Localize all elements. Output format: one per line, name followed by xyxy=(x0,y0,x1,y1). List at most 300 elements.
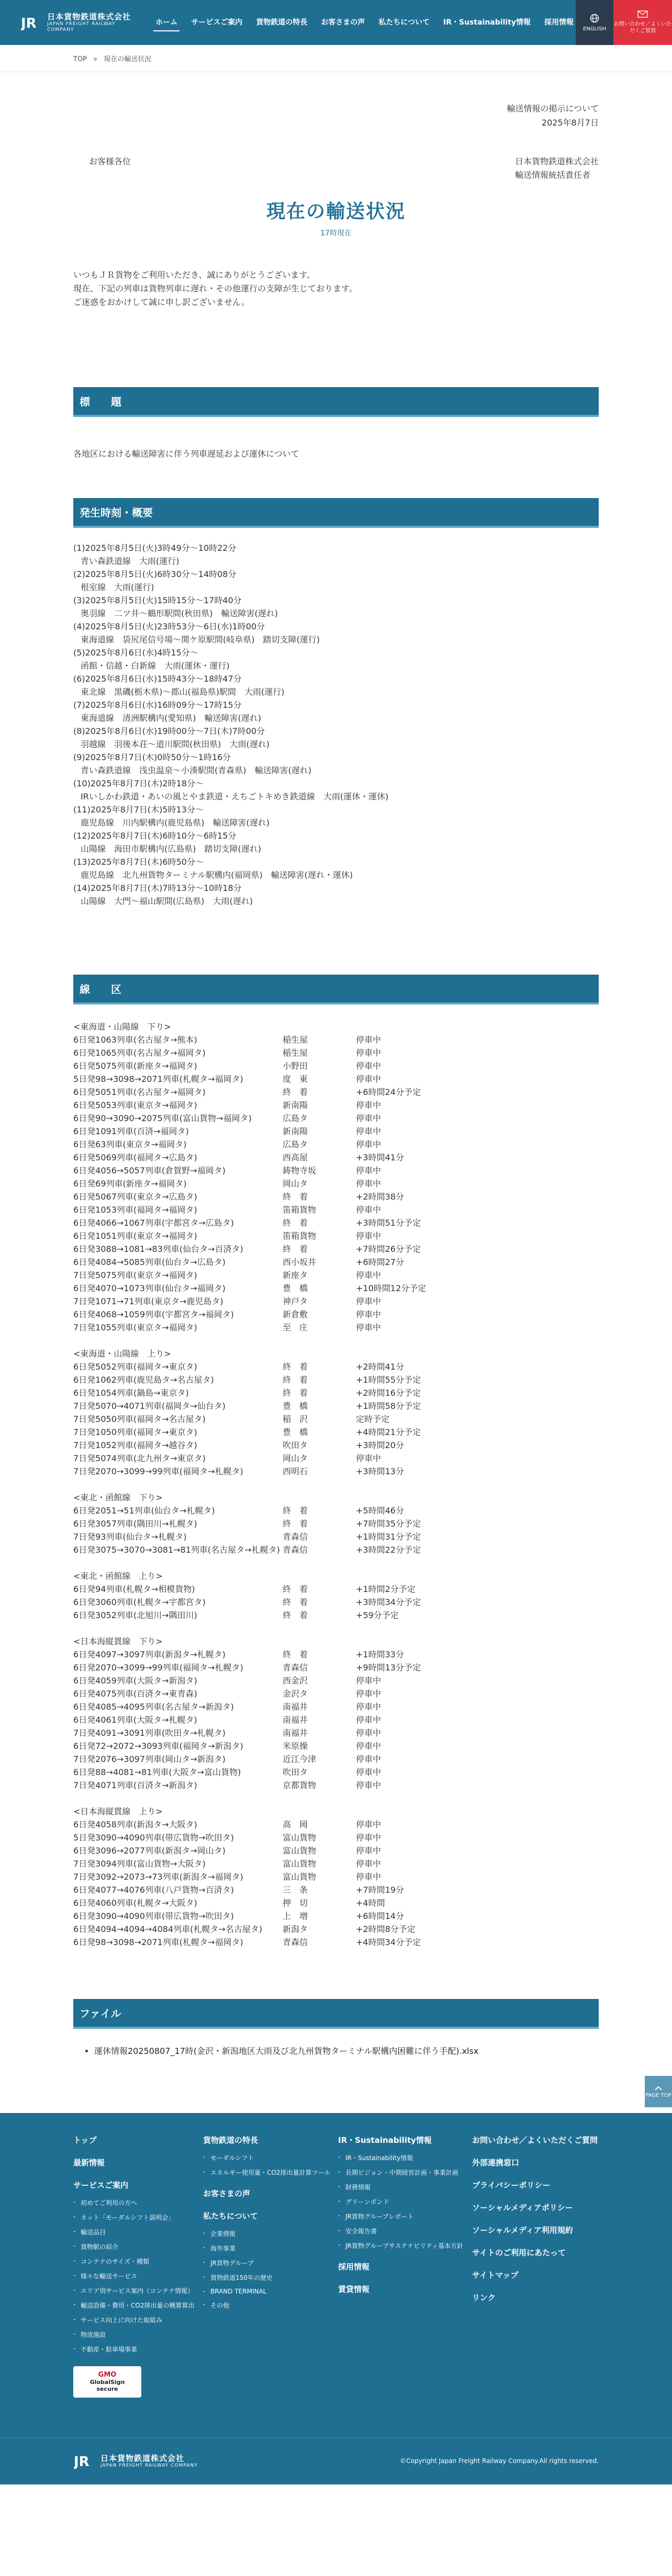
occurrence-detail: 根室線 大雨(運行) xyxy=(81,582,154,592)
file-link[interactable]: 運休情報20250807_17時(金沢・新潟地区大雨及び北九州貨物ターミナル駅構内困難に伴う手配).xlsx xyxy=(94,2046,479,2056)
footer-sublink[interactable]: - JR貨物グループレポート xyxy=(338,2212,472,2221)
footer-logo-en: JAPAN FREIGHT RAILWAY COMPANY xyxy=(100,2462,198,2468)
train-location: 西明石 xyxy=(283,1466,308,1476)
train-location: 押 切 xyxy=(283,1897,308,1908)
train-location: 西高屋 xyxy=(283,1152,308,1162)
train-status: 停車中 xyxy=(356,1767,382,1777)
footer-sublink[interactable]: - 物流施設 xyxy=(73,2330,203,2339)
train-location: 小野田 xyxy=(283,1060,308,1071)
occurrence-detail: 東北線 黒磯(栃木県)～郡山(福島県)駅間 大雨(運行) xyxy=(81,686,285,697)
contact-button[interactable] xyxy=(613,0,672,45)
train-status: +9時間13分予定 xyxy=(356,1662,421,1673)
footer-sublink[interactable]: - ネット「モーダルシフト説明会」 xyxy=(73,2213,203,2222)
footer-logo-jp: 日本貨物鉄道株式会社 xyxy=(100,2453,185,2463)
footer-sublink[interactable]: - 様々な輸送サービス xyxy=(73,2272,203,2280)
table-row xyxy=(73,1373,599,1386)
train-status: 停車中 xyxy=(356,1296,382,1306)
nav-about[interactable]: 私たちについて xyxy=(378,18,430,27)
table-row xyxy=(73,1203,599,1216)
section-trains: 線 区 xyxy=(73,975,599,1004)
train-status: 停車中 xyxy=(356,1741,382,1751)
occurrence-time: (5)2025年8月6日(水)4時15分～ xyxy=(73,647,198,658)
train-status: 停車中 xyxy=(356,1230,382,1241)
occurrence-detail: IRいしかわ鉄道・あいの風とやま鉄道・えちごトキめき鉄道線 大雨(運休・運休) xyxy=(81,791,389,801)
train-name: 6日発3060列車(札幌タ→宇都宮タ) xyxy=(73,1597,206,1607)
train-location: 京都貨物 xyxy=(283,1780,317,1790)
train-group xyxy=(73,1569,599,1622)
train-status: +7時間19分 xyxy=(356,1884,404,1895)
footer-sublink[interactable]: - グリーンボンド xyxy=(338,2197,472,2206)
train-location: 終 着 xyxy=(283,1191,308,1202)
train-location: 至 庄 xyxy=(283,1322,308,1332)
table-row xyxy=(73,1779,599,1792)
occurrence-time: (14)2025年8月7日(木)7時13分～10時18分 xyxy=(73,883,242,893)
intro-line: いつもＪＲ貨物をご利用いただき、誠にありがとうございます。 xyxy=(73,269,316,280)
table-row xyxy=(73,1661,599,1674)
train-location: 新南陽 xyxy=(283,1126,308,1136)
train-status: 停車中 xyxy=(356,1701,382,1712)
nav-voice[interactable]: お客さまの声 xyxy=(321,18,365,27)
train-location: 新潟タ xyxy=(283,1924,308,1934)
table-row xyxy=(73,1413,599,1426)
footer-sublink[interactable]: - BRAND TERMINAL xyxy=(203,2288,338,2295)
globalsign-secure: secure xyxy=(96,2386,118,2393)
train-status: +2時間16分予定 xyxy=(356,1387,421,1398)
train-location: 終 着 xyxy=(283,1244,308,1254)
intro-line: 現在、下記の列車は貨物列車に遅れ・その他運行の支障が生じております。 xyxy=(73,283,357,293)
train-status: +1時間55分予定 xyxy=(356,1374,421,1385)
table-row xyxy=(73,1517,599,1530)
footer-link-ir[interactable]: IR・Sustainability情報 xyxy=(338,2135,432,2145)
breadcrumb-current: 現在の輸送状況 xyxy=(104,55,152,63)
table-row xyxy=(73,1151,599,1164)
train-status: 停車中 xyxy=(356,1113,382,1123)
footer-sublink[interactable]: - 初めてご利用の方へ xyxy=(73,2198,203,2207)
train-name: 6日発4060列車(札幌タ→大阪タ) xyxy=(73,1897,197,1908)
occurrence-time: (13)2025年8月7日(木)6時50分～ xyxy=(73,856,204,867)
train-group-title: <日本海縦貫線 下り> xyxy=(73,1636,163,1646)
logo-text-en: JAPAN FREIGHT RAILWAY COMPANY xyxy=(47,21,116,32)
train-name: 6日発2051→51列車(仙台タ→札幌タ) xyxy=(73,1505,215,1516)
page-title: 現在の輸送状況 xyxy=(266,200,406,222)
train-location: 終 着 xyxy=(283,1610,308,1620)
train-group-title: <東北・函館線 下り> xyxy=(73,1492,163,1502)
train-name: 6日発4066→1067列車(宇都宮タ→広島タ) xyxy=(73,1217,234,1228)
table-row xyxy=(73,1766,599,1779)
train-name: 5日発3090→4090列車(帯広貨物→吹田タ) xyxy=(73,1832,234,1843)
svg-text:JR: JR xyxy=(21,16,37,30)
footer-logo[interactable] xyxy=(73,2450,198,2472)
train-name: 6日発4070→1073列車(仙台タ→福岡タ) xyxy=(73,1283,226,1293)
train-status: 停車中 xyxy=(356,1270,382,1280)
table-row xyxy=(73,1164,599,1177)
table-row xyxy=(73,1112,599,1125)
footer-sublink[interactable]: - 長期ビジョン・中期経営計画・事業計画 xyxy=(338,2168,472,2177)
train-status: 停車中 xyxy=(356,1309,382,1319)
train-location: 笛箱貨物 xyxy=(283,1204,317,1215)
train-location: 上 増 xyxy=(283,1911,308,1921)
footer-bottom xyxy=(0,2437,672,2484)
train-status: 停車中 xyxy=(356,1845,382,1856)
occurrence-detail: 東海道線 袋尻尾信号場～関ケ原駅間(岐阜県) 踏切支障(運行) xyxy=(81,634,320,645)
notice-title-line: 輸送情報の掲示について xyxy=(507,104,599,114)
train-location: 稲生屋 xyxy=(283,1034,308,1045)
train-name: 6日発90→3090→2075列車(富山貨物→福岡タ) xyxy=(73,1113,252,1123)
footer-sublink[interactable]: - JR貨物グループ xyxy=(203,2258,338,2267)
footer-sublink[interactable]: - 輸送設備・費用・CO2排出量の概算算出 xyxy=(73,2301,203,2310)
train-status: 停車中 xyxy=(356,1178,382,1189)
train-location: 終 着 xyxy=(283,1361,308,1372)
footer-sublink[interactable]: - 企業情報 xyxy=(203,2229,338,2238)
train-name: 7日発3094列車(富山貨物→大阪タ) xyxy=(73,1858,206,1869)
train-status: 停車中 xyxy=(356,1754,382,1764)
train-location: 青森信 xyxy=(283,1544,308,1555)
train-location: 新南陽 xyxy=(283,1100,308,1110)
train-location: 青森信 xyxy=(283,1531,308,1542)
train-location: 高 岡 xyxy=(283,1819,308,1829)
train-status: 停車中 xyxy=(356,1727,382,1738)
footer-sublink[interactable]: - モーダルシフト xyxy=(203,2153,338,2162)
train-status: 停車中 xyxy=(356,1780,382,1790)
table-row xyxy=(73,1295,599,1308)
table-row xyxy=(73,1465,599,1478)
table-row xyxy=(73,1269,599,1282)
train-name: 6日発1051列車(東京タ→福岡タ) xyxy=(73,1230,197,1241)
footer-col-3 xyxy=(338,2135,472,2398)
site-header xyxy=(0,0,672,45)
train-group-title: <東海道・山陽線 下り> xyxy=(73,1021,171,1032)
table-row xyxy=(73,1609,599,1622)
table-row xyxy=(73,1099,599,1112)
table-row xyxy=(73,1059,599,1072)
train-group xyxy=(73,1635,599,1792)
train-name: 7日発1055列車(東京タ→福岡タ) xyxy=(73,1322,197,1332)
occurrence-list xyxy=(73,541,599,908)
footer-col-4 xyxy=(472,2135,598,2398)
train-status: 停車中 xyxy=(356,1047,382,1058)
footer-link[interactable]: ソーシャルメディアポリシー xyxy=(472,2202,573,2212)
train-location: 稲 沢 xyxy=(283,1414,308,1424)
table-row xyxy=(73,1726,599,1739)
train-name: 6日発1054列車(鍋島→東京タ) xyxy=(73,1387,189,1398)
nav-recruit[interactable]: 採用情報 xyxy=(544,18,574,27)
table-row xyxy=(73,1596,599,1609)
table-row xyxy=(73,1883,599,1896)
train-name: 6日発3088→1081→83列車(仙台タ→百済タ) xyxy=(73,1244,243,1254)
subject-text: 各地区における輸送障害に伴う列車遅延および運休について xyxy=(73,448,299,459)
train-name: 6日発5052列車(福岡タ→東京タ) xyxy=(73,1361,197,1372)
train-name: 6日発2070→3099→99列車(福岡タ→札幌タ) xyxy=(73,1662,243,1673)
train-name: 7日発1052列車(福岡タ→越谷タ) xyxy=(73,1440,197,1450)
train-location: 吹田タ xyxy=(283,1440,308,1450)
footer-link-news[interactable]: 最新情報 xyxy=(73,2157,105,2167)
table-row xyxy=(73,1216,599,1229)
english-label: ENGLISH xyxy=(583,26,606,32)
train-location: 岡山タ xyxy=(283,1453,308,1463)
footer-link[interactable]: お問い合わせ／よくいただくご質問 xyxy=(472,2135,598,2145)
mail-icon xyxy=(637,10,648,18)
table-row xyxy=(73,1125,599,1138)
footer-link[interactable]: 外部連携窓口 xyxy=(472,2157,520,2167)
train-location: 富山貨物 xyxy=(283,1845,317,1856)
train-group xyxy=(73,1020,599,1334)
train-status: 停車中 xyxy=(356,1832,382,1843)
table-row xyxy=(73,1818,599,1831)
main-nav xyxy=(153,14,576,31)
train-location: 吹田タ xyxy=(283,1767,308,1777)
footer-sublink[interactable]: - 海外事業 xyxy=(203,2244,338,2253)
table-row xyxy=(73,1831,599,1844)
train-name: 6日発5051列車(名古屋タ→福岡タ) xyxy=(73,1087,206,1097)
table-row xyxy=(73,1229,599,1242)
footer-sublink[interactable]: - JR貨物グループサステナビリティ基本方針 xyxy=(338,2241,472,2250)
table-row xyxy=(73,1713,599,1726)
train-status: +4時間34分予定 xyxy=(356,1937,421,1947)
table-row xyxy=(73,1282,599,1295)
train-name: 6日発5053列車(東京タ→福岡タ) xyxy=(73,1100,197,1110)
train-name: 6日発94列車(札幌タ→相模貨物) xyxy=(73,1584,195,1594)
table-row xyxy=(73,1177,599,1190)
train-location: 西金沢 xyxy=(283,1675,308,1686)
train-status: 停車中 xyxy=(356,1675,382,1686)
footer-sublink[interactable]: - エリア別サービス案内（コンテナ情報） xyxy=(73,2286,203,2295)
table-row xyxy=(73,1844,599,1857)
train-name: 7日発5075列車(東京タ→福岡タ) xyxy=(73,1270,197,1280)
train-name: 7日発93列車(仙台タ→札幌タ) xyxy=(73,1531,187,1542)
occurrence-time: (1)2025年8月5日(火)3時49分～10時22分 xyxy=(73,543,237,553)
notice-header xyxy=(73,101,599,130)
occurrence-time: (6)2025年8月6日(水)15時43分～18時47分 xyxy=(73,673,242,684)
svg-text:JR: JR xyxy=(74,2454,89,2469)
occurrence-time: (12)2025年8月7日(木)6時10分～6時15分 xyxy=(73,830,237,841)
occurrence-detail: 山陽線 大門～福山駅間(広島県) 大雨(遅れ) xyxy=(81,896,253,906)
occurrence-detail: 奥羽線 二ツ井～鶴形駅間(秋田県) 輸送障害(遅れ) xyxy=(81,608,278,618)
page-top-button[interactable] xyxy=(645,2076,672,2107)
train-name: 5日発98→3098→2071列車(札幌タ→福岡タ) xyxy=(73,1074,243,1084)
train-group xyxy=(73,1805,599,1949)
footer-col-2 xyxy=(203,2135,338,2398)
train-name: 7日発3092→2073→73列車(新潟タ→福岡タ) xyxy=(73,1871,243,1882)
train-name: 6日発1053列車(福岡タ→福岡タ) xyxy=(73,1204,197,1215)
train-status: +2時間41分 xyxy=(356,1361,404,1372)
train-status: 停車中 xyxy=(356,1819,382,1829)
train-location: 終 着 xyxy=(283,1374,308,1385)
footer-link-rental[interactable]: 賃貸情報 xyxy=(338,2284,370,2294)
train-location: 終 着 xyxy=(283,1387,308,1398)
footer-sublink[interactable]: - エネルギー使用量・CO2排出量計算ツール xyxy=(203,2168,338,2177)
table-row xyxy=(73,1687,599,1700)
train-location: 広島タ xyxy=(283,1139,308,1149)
train-location: 南福井 xyxy=(283,1727,308,1738)
train-status: +1時間31分予定 xyxy=(356,1531,421,1542)
train-group-title: <日本海縦貫線 上り> xyxy=(73,1806,163,1816)
train-name: 6日発4061列車(大阪タ→札幌タ) xyxy=(73,1714,197,1725)
train-location: 稲生屋 xyxy=(283,1047,308,1058)
footer-link-about[interactable]: 私たちについて xyxy=(203,2211,258,2221)
train-location: 南福井 xyxy=(283,1714,308,1725)
train-status: 停車中 xyxy=(356,1100,382,1110)
train-name: 6日発4084→5085列車(仙台タ→広島タ) xyxy=(73,1257,226,1267)
train-name: 7日発5050列車(福岡タ→名古屋タ) xyxy=(73,1414,206,1424)
nav-ir[interactable]: IR・Sustainability情報 xyxy=(443,18,531,27)
train-status: +4時間21分予定 xyxy=(356,1427,421,1437)
train-name: 7日発2070→3099→99列車(福岡タ→札幌タ) xyxy=(73,1466,243,1476)
train-status: 停車中 xyxy=(356,1060,382,1071)
train-name: 6日発72→2072→3093列車(福岡タ→新潟タ) xyxy=(73,1741,243,1751)
train-location: 南福井 xyxy=(283,1701,308,1712)
train-status: 停車中 xyxy=(356,1126,382,1136)
footer-sublink[interactable]: - 貨物駅の紹介 xyxy=(73,2242,203,2251)
table-row xyxy=(73,1426,599,1439)
footer-sublink[interactable]: - IR・Sustainability情報 xyxy=(338,2153,472,2162)
footer-sublink[interactable]: - サービス向上に向けた取組み xyxy=(73,2315,203,2324)
footer-col-1 xyxy=(73,2135,203,2398)
globe-icon xyxy=(590,14,599,23)
globalsign-name: GlobalSign xyxy=(89,2379,125,2386)
copyright: ©Copyright Japan Freight Railway Company.All rights reserved. xyxy=(400,2457,599,2465)
globalsign-seal[interactable] xyxy=(73,2366,141,2398)
occurrence-time: (8)2025年8月6日(水)19時00分～7日(木)7時00分 xyxy=(73,726,265,736)
section-occurrence: 発生時刻・概要 xyxy=(73,498,599,528)
footer-link[interactable]: サイトマップ xyxy=(472,2270,519,2280)
table-row xyxy=(73,1360,599,1373)
logo-text-jp: 日本貨物鉄道株式会社 xyxy=(47,12,131,22)
breadcrumb-top[interactable]: TOP xyxy=(73,55,87,63)
train-list xyxy=(73,1020,599,1949)
table-row xyxy=(73,1936,599,1949)
footer-link-features[interactable]: 貨物鉄道の特長 xyxy=(203,2135,259,2145)
train-name: 6日発4058列車(新潟タ→大阪タ) xyxy=(73,1819,197,1829)
train-name: 6日発4068→1059列車(宇都宮タ→福岡タ) xyxy=(73,1309,234,1319)
train-status: +3時間13分 xyxy=(356,1466,404,1476)
train-location: 終 着 xyxy=(283,1649,308,1659)
jr-freight-logo[interactable] xyxy=(21,12,140,33)
train-location: 広島タ xyxy=(283,1113,308,1123)
footer-sublink[interactable]: - 輸送品目 xyxy=(73,2228,203,2236)
table-row xyxy=(73,1700,599,1713)
train-group xyxy=(73,1347,599,1478)
footer-sublink[interactable]: - 財務情報 xyxy=(338,2183,472,2191)
nav-features[interactable]: 貨物鉄道の特長 xyxy=(256,18,308,27)
train-group xyxy=(73,1491,599,1556)
footer-link[interactable]: リンク xyxy=(472,2292,496,2302)
train-status: +7時間26分予定 xyxy=(356,1244,421,1254)
footer-sublink[interactable]: - コンテナのサイズ・種類 xyxy=(73,2257,203,2266)
train-status: 停車中 xyxy=(356,1139,382,1149)
occurrence-detail: 羽越線 羽後本荘～道川駅間(秋田県) 大雨(遅れ) xyxy=(81,739,270,749)
footer-link-top[interactable]: トップ xyxy=(73,2135,97,2145)
occurrence-detail: 青い森鉄道線 大雨(運行) xyxy=(81,556,180,566)
occurrence-detail: 鹿児島線 北九州貨物ターミナル駅構内(福岡県) 輸送障害(遅れ・運休) xyxy=(81,869,353,880)
occurrence-time: (7)2025年8月6日(水)16時09分～17時15分 xyxy=(73,699,242,710)
train-location: 豊 橋 xyxy=(283,1400,308,1411)
table-row xyxy=(73,1086,599,1099)
table-row xyxy=(73,1190,599,1203)
address-row xyxy=(73,155,599,182)
footer-sublink[interactable]: - 不動産・駐車場事業 xyxy=(73,2345,203,2354)
train-location: 新倉敷 xyxy=(283,1309,308,1319)
jr-logo-icon xyxy=(73,2450,95,2472)
table-row xyxy=(73,1504,599,1517)
train-name: 6日発3075→3070→3081→81列車(名古屋タ→札幌タ) xyxy=(73,1544,280,1555)
table-row xyxy=(73,1386,599,1399)
footer-link-voice[interactable]: お客さまの声 xyxy=(203,2188,251,2198)
train-status: +2時間38分 xyxy=(356,1191,404,1202)
train-status: +5時間46分 xyxy=(356,1505,404,1516)
table-row xyxy=(73,1870,599,1883)
train-location: 鋳物寺坂 xyxy=(283,1165,317,1176)
occurrence-time: (10)2025年8月7日(木)2時18分～ xyxy=(73,778,204,788)
train-status: +6時間27分 xyxy=(356,1257,404,1267)
train-location: 笛箱貨物 xyxy=(283,1230,317,1241)
train-name: 6日発69列車(新座タ→福岡タ) xyxy=(73,1178,187,1189)
footer-link[interactable]: サイトのご利用にあたって xyxy=(472,2247,566,2257)
train-location: 豊 橋 xyxy=(283,1427,308,1437)
table-row xyxy=(73,1648,599,1661)
footer-link-service[interactable]: サービスご案内 xyxy=(73,2180,129,2190)
nav-service[interactable]: サービスご案内 xyxy=(191,18,243,27)
file-item xyxy=(94,2044,599,2057)
train-name: 6日発98→3098→2071列車(札幌タ→福岡タ) xyxy=(73,1937,243,1947)
notice-date: 2025年8月7日 xyxy=(541,118,599,128)
page-top-label: PAGE TOP xyxy=(645,2092,671,2098)
train-name: 7日発4071列車(百済タ→新潟タ) xyxy=(73,1780,197,1790)
train-status: 停車中 xyxy=(356,1204,382,1215)
footer-link[interactable]: プライバシーポリシー xyxy=(472,2180,551,2190)
english-button[interactable] xyxy=(576,0,613,45)
footer-link-recruit[interactable]: 採用情報 xyxy=(338,2262,370,2272)
table-row xyxy=(73,1321,599,1334)
footer-sublink[interactable]: - 貨物鉄道150年の歴史 xyxy=(203,2273,338,2282)
nav-home[interactable]: ホーム xyxy=(153,14,180,31)
train-name: 6日発5075列車(新座タ→福岡タ) xyxy=(73,1060,197,1071)
train-location: 富山貨物 xyxy=(283,1871,317,1882)
occurrence-detail: 青い森鉄道線 浅虫温泉～小湊駅間(青森県) 輸送障害(遅れ) xyxy=(81,765,311,775)
table-row xyxy=(73,1399,599,1413)
section-file: ファイル xyxy=(73,1999,599,2029)
train-status: +3時間22分予定 xyxy=(356,1544,421,1555)
table-row xyxy=(73,1896,599,1910)
department: 輸送情報統括責任者 xyxy=(514,170,590,180)
train-status: +2時間8分予定 xyxy=(356,1924,416,1934)
company-name: 日本貨物鉄道株式会社 xyxy=(514,156,599,167)
train-name: 6日発4056→5057列車(倉賀野→福岡タ) xyxy=(73,1165,226,1176)
jr-logo-icon xyxy=(21,12,42,33)
train-location: 三 条 xyxy=(283,1884,308,1895)
footer-sublink[interactable]: - 安全報告書 xyxy=(338,2227,472,2235)
footer-link[interactable]: ソーシャルメディア利用規約 xyxy=(472,2225,573,2235)
train-location: 米原操 xyxy=(283,1741,308,1751)
train-name: 6日発4085→4095列車(名古屋タ→新潟タ) xyxy=(73,1701,234,1712)
train-name: 6日発3052列車(北旭川→隅田川) xyxy=(73,1610,197,1620)
train-status: 停車中 xyxy=(356,1074,382,1084)
train-name: 6日発3090→4090列車(帯広貨物→吹田タ) xyxy=(73,1911,234,1921)
footer-sublink[interactable]: - その他 xyxy=(203,2301,338,2310)
section-subject: 標 題 xyxy=(73,387,599,417)
train-status: +3時間41分 xyxy=(356,1152,404,1162)
train-name: 6日発4059列車(大阪タ→新潟タ) xyxy=(73,1675,197,1686)
train-name: 6日発3057列車(隅田川→札幌タ) xyxy=(73,1518,197,1529)
table-row xyxy=(73,1033,599,1046)
table-row xyxy=(73,1256,599,1269)
train-group-title: <東北・函館線 上り> xyxy=(73,1571,163,1581)
train-status: +3時間20分 xyxy=(356,1440,404,1450)
train-location: 近江今津 xyxy=(283,1754,317,1764)
status-time: 17時現在 xyxy=(320,229,352,238)
train-location: 岡山タ xyxy=(283,1178,308,1189)
table-row xyxy=(73,1910,599,1923)
train-status: 停車中 xyxy=(356,1453,382,1463)
